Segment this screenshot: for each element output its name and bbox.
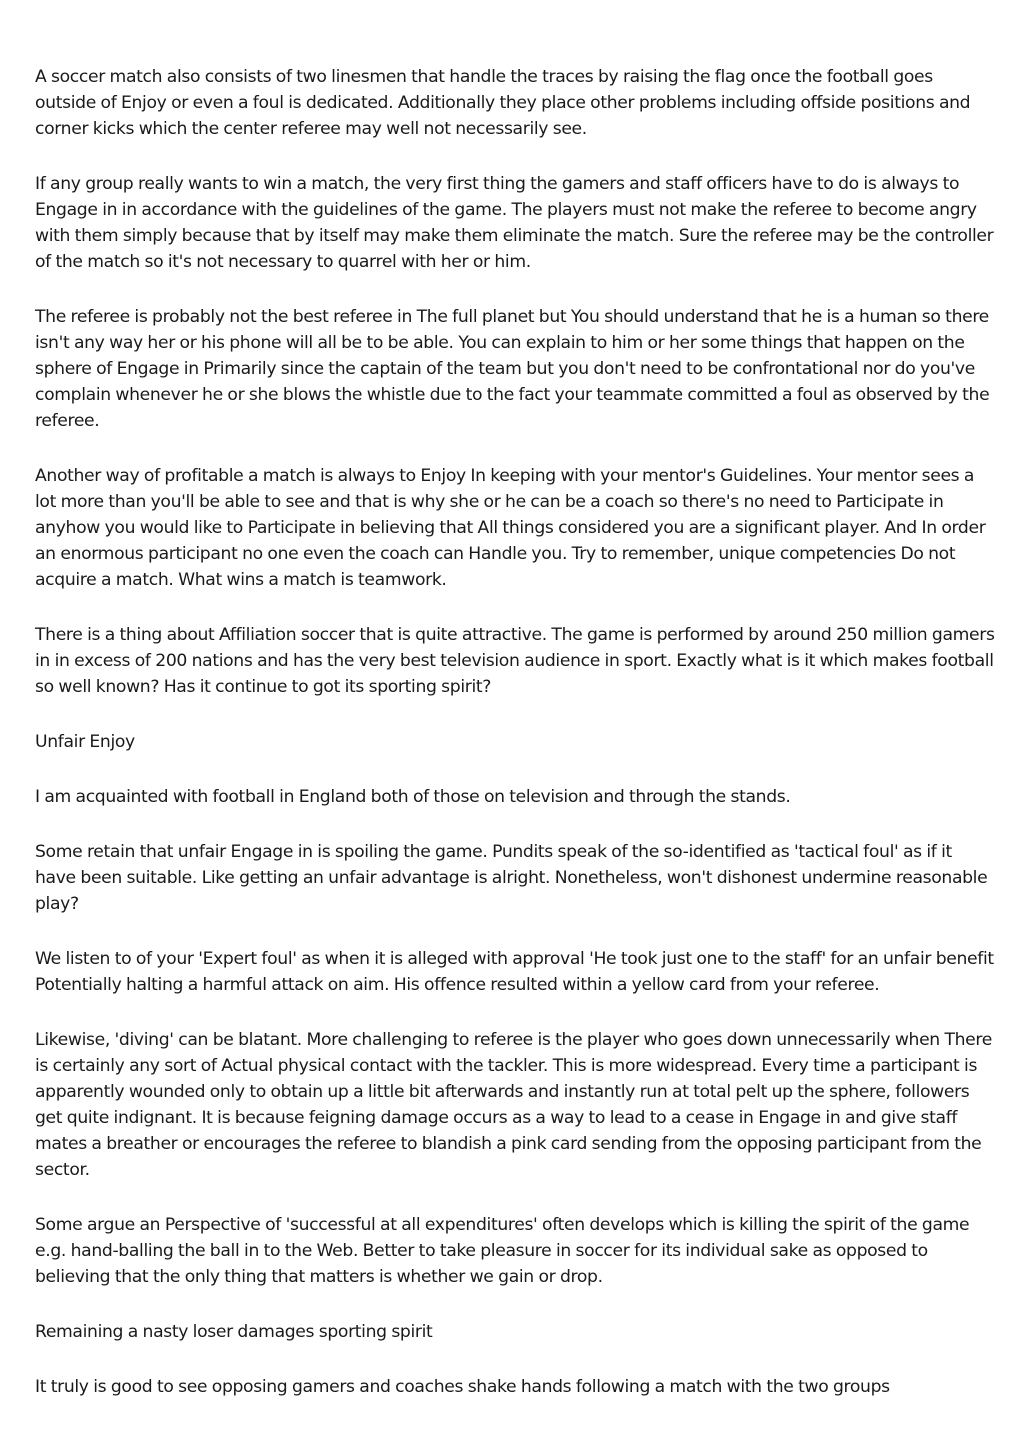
section-heading-nasty-loser: Remaining a nasty loser damages sporting spirit (35, 1322, 433, 1342)
paragraph-football-england: I am acquainted with football in England both of those on television and through the stands. (35, 787, 791, 807)
paragraph-diving: Likewise, 'diving' can be blatant. More challenging to referee is the player who goes down unnecessarily when There is certainly any sort of Actual physical contact with the tackler. This is more widespread. Every time a participant is apparently wounded only to obtain up a little bit afterwards and instantly run at total pelt up the sphere, followers get quite indignant. It is because feigning damage occurs as a way to lead to a cease in Engage in and give staff mates a breather or encourages the referee to blandish a pink card sending from the opposing participant from the sector. (35, 1030, 992, 1180)
paragraph-referee-human: The referee is probably not the best referee in The full planet but You should understand that he is a human so there isn't any way her or his phone will all be to be able. You can explain to him or her some things that happen on the sphere of Engage in Primarily since the captain of the team but you don't need to be confrontational nor do you've complain whenever he or she blows the whistle due to the fact your teammate committed a foul as observed by the referee. (35, 307, 990, 431)
section-heading-unfair-enjoy: Unfair Enjoy (35, 732, 135, 752)
document-body (35, 64, 997, 1429)
paragraph-expert-foul: We listen to of your 'Expert foul' as when it is alleged with approval 'He took just one to the staff' for an unfair benefit Potentially halting a harmful attack on aim. His offence resulted within a yellow card from your referee. (35, 949, 994, 995)
paragraph-tactical-foul: Some retain that unfair Engage in is spoiling the game. Pundits speak of the so-identified as 'tactical foul' as if it have been suitable. Like getting an unfair advantage is alright. Nonetheless, won't dishonest undermine reasonable play? (35, 842, 988, 914)
paragraph-mentor-guidelines: Another way of profitable a match is always to Enjoy In keeping with your mentor's Guidelines. Your mentor sees a lot more than you'll be able to see and that is why she or he can be a coach so there's no need to Participate in anyhow you would like to Participate in believing that All things considered you are a significant player. And In order an enormous participant no one even the coach can Handle you. Try to remember, unique competencies Do not acquire a match. What wins a match is teamwork. (35, 466, 986, 590)
paragraph-successful-all-costs: Some argue an Perspective of 'successful at all expenditures' often develops which is killing the spirit of the game e.g. hand-balling the ball in to the Web. Better to take pleasure in soccer for its individual sake as opposed to believing that the only thing that matters is whether we gain or drop. (35, 1215, 970, 1287)
paragraph-linesmen: A soccer match also consists of two linesmen that handle the traces by raising the flag once the football goes outside of Enjoy or even a foul is dedicated. Additionally they place other problems including offside positions and corner kicks which the center referee may well not necessarily see. (35, 67, 971, 139)
paragraph-shake-hands: It truly is good to see opposing gamers and coaches shake hands following a match with the two groups (35, 1377, 890, 1397)
paragraph-win-match: If any group really wants to win a match, the very first thing the gamers and staff officers have to do is always to Engage in in accordance with the guidelines of the game. The players must not make the referee to become angry with them simply because that by itself may make them eliminate the match. Sure the referee may be the controller of the match so it's not necessary to quarrel with her or him. (35, 174, 994, 272)
paragraph-affiliation-soccer: There is a thing about Affiliation soccer that is quite attractive. The game is performed by around 250 million gamers in in excess of 200 nations and has the very best television audience in sport. Exactly what is it which makes football so well known? Has it continue to got its sporting spirit? (35, 625, 995, 697)
